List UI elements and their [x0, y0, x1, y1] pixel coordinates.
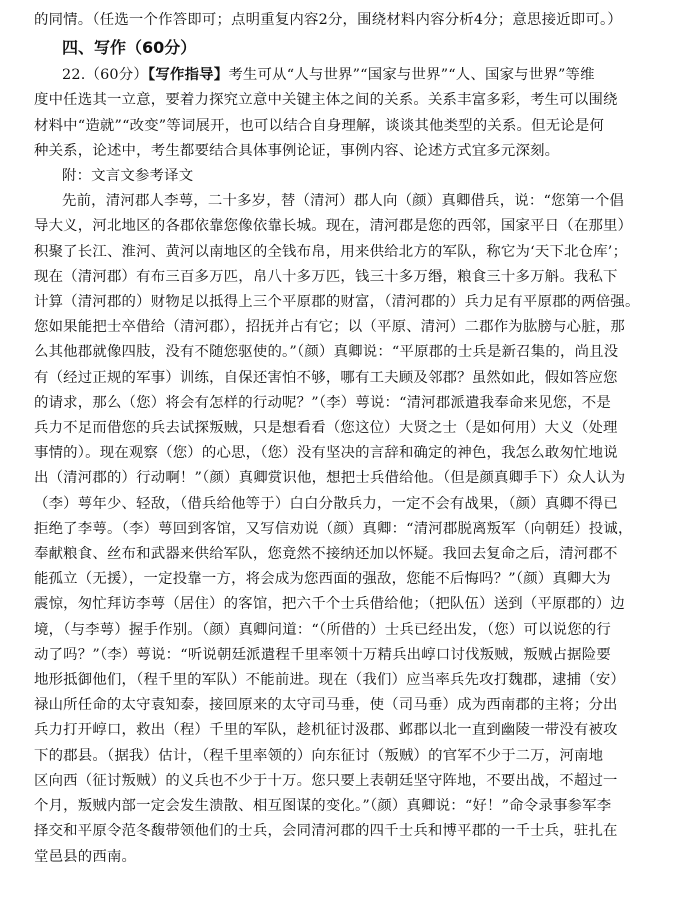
translation-line: （李）萼年少、轻敌，（借兵给他等于）白白分散兵力，一定不会有战果，（颜）真卿不得已: [34, 495, 618, 512]
question-22-line-1: [34, 63, 659, 88]
translation-line: 禄山所任命的太守袁知泰，接回原来的太守司马垂，使（司马垂）成为西南郡的主将；分出: [34, 697, 618, 714]
answer-note-line: 的同情。（任选一个作答即可；点明重复内容2分，围绕材料内容分析4分；意思接近即可。）: [34, 12, 622, 28]
question-22-text: 考生可从“人与世界”“国家与世界”“人、国家与世界”等维: [228, 67, 595, 84]
translation-line: 兵力打开崞口，救出（程）千里的军队，趁机征讨汲郡、邺郡以北一直到幽陵一带没有被攻: [34, 722, 618, 739]
question-22-line: 材料中“造就”“改变”等词展开，也可以结合自身理解，谈谈其他类型的关系。但无论是何: [34, 117, 605, 134]
question-22-prefix: 22.（60分）: [62, 67, 148, 84]
translation-line: 么其他郡就像四肢，没有不随您驱使的。”（颜）真卿说：“平原郡的士兵是新召集的，尚且没: [34, 344, 619, 361]
translation-line: 个月，叛贼内部一定会发生溃散、相互图谋的变化。”（颜）真卿说：“好！”命令录事参军李: [34, 798, 612, 815]
translation-line: 现在（清河郡）有布三百多万匹，帛八十多万匹，钱三十多万缗，粮食三十多万斛。我私下: [34, 268, 618, 285]
question-22-line: 度中任选其一立意，要着力探究立意中关键主体之间的关系。关系丰富多彩，考生可以围绕: [34, 92, 618, 109]
translation-line: 先前，清河郡人李萼，二十多岁，替（清河）郡人向（颜）真卿借兵，说：“您第一个倡: [62, 193, 625, 210]
translation-line: 的请求，那么（您）将会有怎样的行动呢？”（李）萼说：“清河郡派遣我奉命来见您，不是: [34, 394, 611, 411]
question-22-line: 种关系，论述中，考生都要结合具体事例论证，事例内容、论述方式宜多元深刻。: [34, 142, 560, 159]
translation-line: 您如果能把士卒借给（清河郡），招抚并占有它；以（平原、清河）二郡作为肱膀与心脏，那: [34, 319, 626, 336]
translation-line: 计算（清河郡的）财物足以抵得上三个平原郡的财富，（清河郡的）兵力足有平原郡的两倍强。: [34, 294, 640, 311]
appendix-title: 附：文言文参考译文: [62, 168, 194, 185]
translation-line: 出（清河郡的）行动啊！”（颜）真卿赏识他，想把士兵借给他。（但是颜真卿手下）众人认为: [34, 470, 626, 487]
translation-line: 有（经过正规的军事）训练，自保还害怕不够，哪有工夫顾及邻郡？虽然如此，假如答应您: [34, 369, 618, 386]
translation-line: 区向西（征讨叛贼）的义兵也不少于十万。您只要上表朝廷坚守阵地，不要出战，不超过一: [34, 772, 618, 789]
translation-line: 震惊，匆忙拜访李萼（居住）的客馆，把六千个士兵借给他；（把队伍）送到（平原郡的）边: [34, 596, 626, 613]
translation-line: 堂邑县的西南。: [34, 848, 137, 865]
translation-line: 积聚了长江、淮河、黄河以南地区的全钱布帛，用来供给北方的军队，称它为‘天下北仓库’；: [34, 243, 628, 260]
translation-line: 下的郡县。（据我）估计，（程千里率领的）向东征讨（叛贼）的官军不少于二万，河南地: [34, 747, 604, 764]
translation-line: 择交和平原令范冬馥带领他们的士兵，会同清河郡的四千士兵和博平郡的一千士兵，驻扎在: [34, 823, 618, 840]
translation-line: 境，（与李萼）握手作别。（颜）真卿问道：“（所借的）士兵已经出发，（您）可以说您的行: [34, 621, 611, 638]
translation-line: 奉献粮食、丝布和武器来供给军队，您竟然不接纳还加以怀疑。我回去复命之后，清河郡不: [34, 546, 618, 563]
translation-line: 动了吗？”（李）萼说：“听说朝廷派遣程千里率领十万精兵出崞口讨伐叛贼，叛贼占据险要: [34, 646, 611, 663]
translation-line: 能孤立（无援），一定投靠一方，将会成为您西面的强敌，您能不后悔吗？”（颜）真卿大为: [34, 571, 611, 588]
translation-line: 拒绝了李萼。（李）萼回到客馆，又写信劝说（颜）真卿：“清河郡脱离叛军（向朝廷）投诚，: [34, 520, 633, 537]
translation-line: 事情的）。现在观察（您）的心思，（您）没有坚决的言辞和确定的神色，我怎么敢匆忙地说: [34, 445, 618, 462]
section-heading: 四、写作（60分）: [62, 38, 197, 58]
writing-guide-label: 【写作指导】: [147, 67, 229, 84]
translation-line: 导大义，河北地区的各郡依靠您像依靠长城。现在，清河郡是您的西邻，国家平日（在那里）: [34, 218, 633, 235]
translation-line: 地形抵御他们，（程千里的军队）不能前进。现在（我们）应当率兵先攻打魏郡，逮捕（安）: [34, 672, 626, 689]
translation-line: 兵力不足而借您的兵去试探叛贼，只是想看看（您这位）大贤之士（是如何用）大义（处理: [34, 420, 618, 437]
